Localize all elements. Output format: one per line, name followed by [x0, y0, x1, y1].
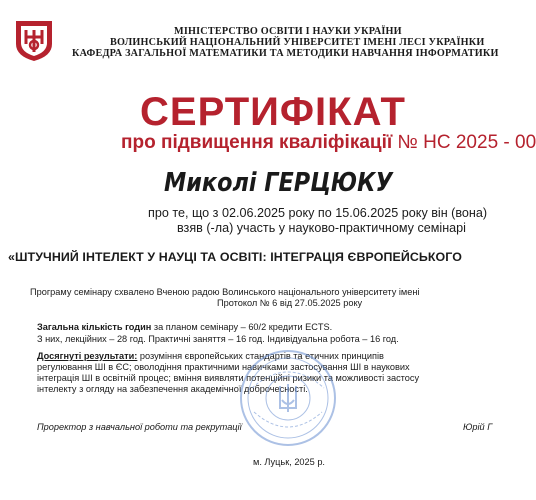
university-line: ВОЛИНСЬКИЙ НАЦІОНАЛЬНИЙ УНІВЕРСИТЕТ ІМЕНІ ЛЕСІ УКРАЇНКИ — [110, 37, 485, 48]
place-date: м. Луцьк, 2025 р. — [253, 457, 325, 467]
participation-line: взяв (-ла) участь у науково-практичному семінарі — [177, 221, 466, 235]
results-line-3: інтеграція ШІ в освітній процес; вміння виявляти потенційні ризики та можливості застосу — [37, 373, 420, 383]
hours-detail: З них, лекційних – 28 год. Практичні заняття – 16 год. Індивідуальна робота – 16 год. — [37, 334, 399, 344]
certificate-subtitle — [121, 132, 536, 154]
university-logo — [12, 18, 56, 62]
results-line-4: інтелекту з огляду на забезпечення академічної доброчесності. — [37, 384, 308, 394]
results-label: Досягнуті результати: — [37, 351, 138, 361]
hours-text: за планом семінару – 60/2 кредити ECTS. — [151, 322, 333, 332]
signatory-role: Проректор з навчальної роботи та рекрутації — [37, 422, 242, 432]
official-stamp — [238, 348, 338, 448]
certificate-title: СЕРТИФІКАТ — [140, 90, 406, 134]
program-approval-line: Програму семінару схвалено Вченою радою Волинського національного університету імені — [30, 287, 420, 297]
seminar-topic: «ШТУЧНИЙ ІНТЕЛЕКТ У НАУЦІ ТА ОСВІТІ: ІНТЕГРАЦІЯ ЄВРОПЕЙСЬКОГО — [8, 250, 462, 264]
signatory-name: Юрій Г — [463, 422, 493, 432]
results-text-1: розуміння європейських стандартів та етичних принципів — [137, 351, 384, 361]
hours-line — [37, 322, 332, 332]
protocol-line: Протокол № 6 від 27.05.2025 року — [217, 298, 363, 308]
results-line-2: регулювання ШІ в ЄС; оволодіння практичними навичками застосування ШІ в наукових — [37, 362, 410, 372]
department-line: КАФЕДРА ЗАГАЛЬНОЇ МАТЕМАТИКИ ТА МЕТОДИКИ НАВЧАННЯ ІНФОРМАТИКИ — [72, 48, 499, 59]
ministry-line: МІНІСТЕРСТВО ОСВІТИ І НАУКИ УКРАЇНИ — [174, 26, 402, 37]
recipient-name: Миколі ГЕРЦЮКУ — [164, 168, 393, 198]
hours-label: Загальна кількість годин — [37, 322, 152, 332]
subtitle-text: про підвищення кваліфікації — [121, 132, 393, 153]
certificate-number: № НС 2025 - 00 — [397, 132, 536, 153]
dates-line: про те, що з 02.06.2025 року по 15.06.2025 року він (вона) — [148, 206, 488, 220]
